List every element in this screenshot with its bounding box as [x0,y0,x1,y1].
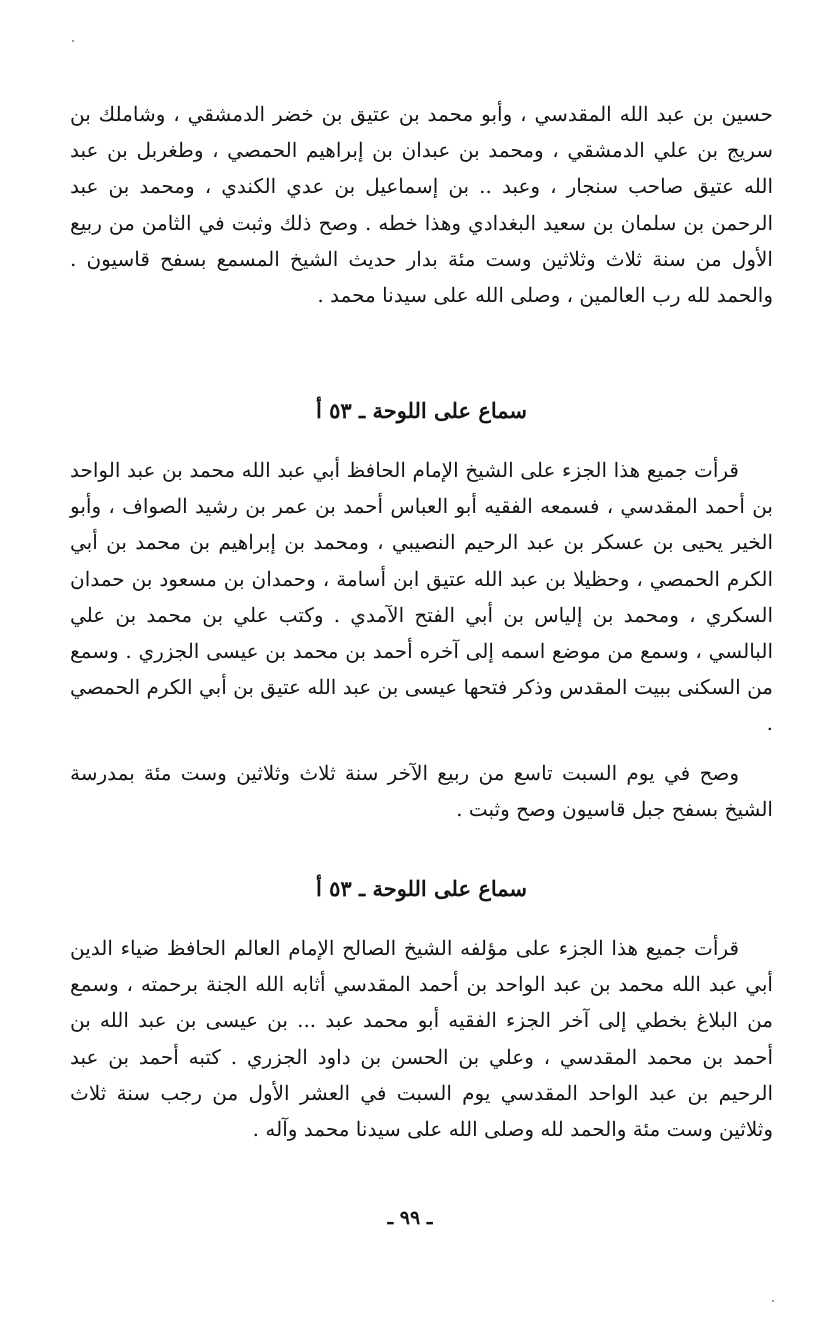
section1-heading: سماع على اللوحة ـ ٥٣ أ [315,398,528,423]
section1-paragraph-1: قرأت جميع هذا الجزء على الشيخ الإمام الحافظ أبي عبد الله محمد بن عبد الواحد بن أحمد المقدسي ، فسمعه الفقيه أبو العباس أحمد بن عمر بن رشيد الصواف ، وأبو الخير يحيى بن عسكر بن عبد الرحيم النصيبي ، ومحمد بن إبراهيم بن محمد بن أبي الكرم الحمصي ، وحظيلا بن عبد الله عتيق ابن أسامة ، وحمدان بن مسعود بن حمدان السكري ، ومحمد بن إلياس بن أبي الفتح الآمدي . وكتب علي بن محمد بن علي البالسي ، وسمع من موضع اسمه إلى آخره أحمد بن محمد بن عيسى الجزري . وسمع من السكنى ببيت المقدس وذكر فتحها عيسى بن عبد الله عتيق بن أبي الكرم الحمصي . [70,458,773,736]
page-number: ـ ٩٩ ـ [387,1207,433,1229]
scan-speck [72,40,74,42]
scan-speck [772,1300,774,1302]
intro-text [70,96,773,313]
section2-heading: سماع على اللوحة ـ ٥٣ أ [315,876,528,901]
section1-text [70,452,773,742]
intro-paragraph: حسين بن عبد الله المقدسي ، وأبو محمد بن عتيق بن خضر الدمشقي ، وشاملك بن سريج بن علي الدمشقي ، ومحمد بن عبدان بن إبراهيم الحمصي ، وطغربل بن عبد الله عتيق صاحب سنجار ، وعبد .. بن إسماعيل بن عدي الكندي ، ومحمد بن عبد الرحمن بن سلمان بن سعيد البغدادي وهذا خطه . وصح ذلك وثبت في الثامن من ربيع الأول من سنة ثلاث وثلاثين وست مئة بدار حديث الشيخ المسمع بسفح قاسيون . والحمد لله رب العالمين ، وصلى الله على سيدنا محمد . [70,102,773,308]
section2-text [70,930,773,1147]
section1-text-2 [70,755,773,827]
section1-paragraph-2: وصح في يوم السبت تاسع من ربيع الآخر سنة ثلاث وثلاثين وست مئة بمدرسة الشيخ بسفح جبل قاسيون وصح وثبت . [70,761,773,822]
section2-paragraph: قرأت جميع هذا الجزء على مؤلفه الشيخ الصالح الإمام العالم الحافظ ضياء الدين أبي عبد الله محمد بن عبد الواحد بن أحمد المقدسي أثابه الله الجنة برحمته ، وسمع من البلاغ بخطي إلى آخر الجزء الفقيه أبو محمد عبد ... بن عيسى بن عبد الله بن أحمد بن محمد المقدسي ، وعلي بن الحسن بن داود الجزري . كتبه أحمد بن عبد الرحيم بن عبد الواحد المقدسي يوم السبت في العشر الأول من رجب سنة ثلاث وثلاثين وست مئة والحمد لله وصلى الله على سيدنا محمد وآله . [70,936,773,1142]
